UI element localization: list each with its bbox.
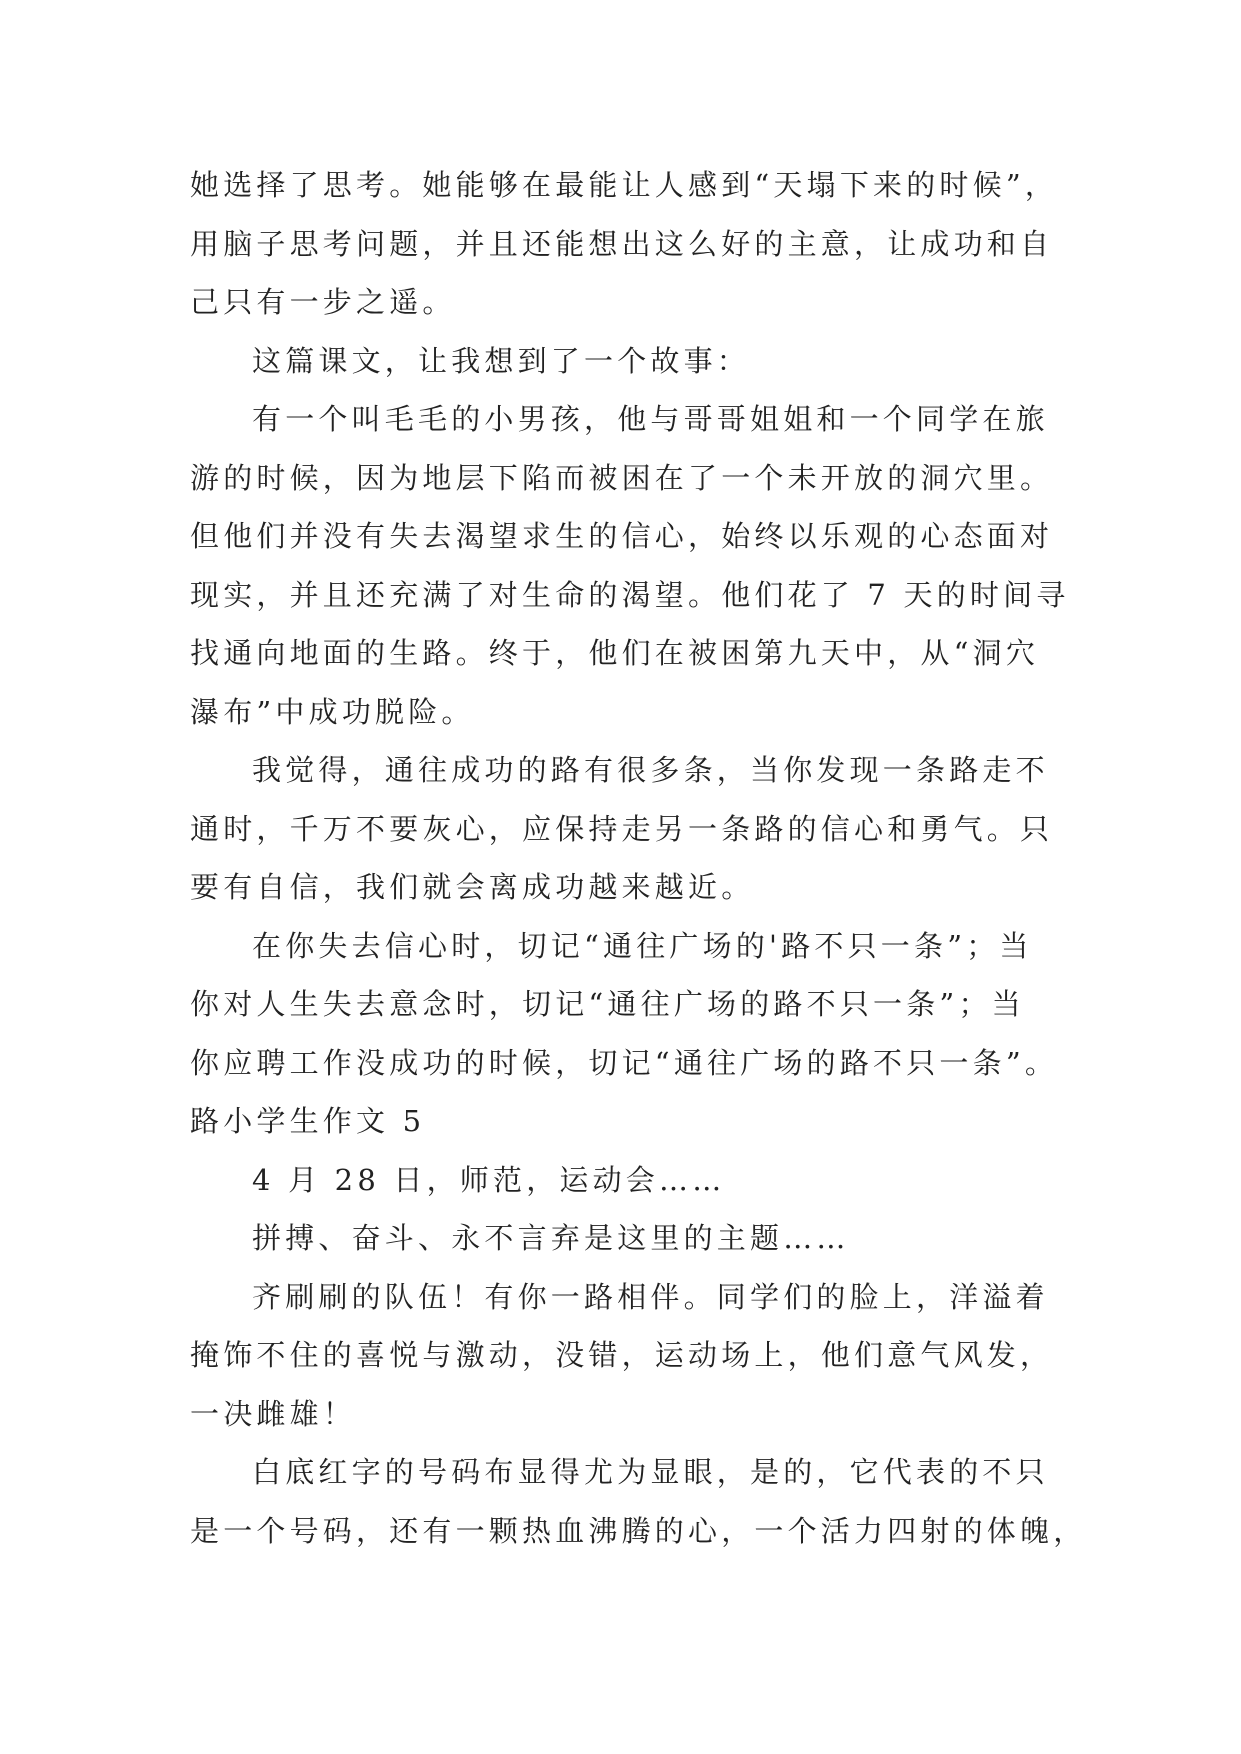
text-line: 这篇课文，让我想到了一个故事： — [252, 343, 751, 378]
text-line: 瀑布”中成功脱险。 — [190, 694, 475, 729]
text-line: 掩饰不住的喜悦与激动，没错，运动场上，他们意气风发， — [190, 1338, 1054, 1372]
text-line: 要有自信，我们就会离成功越来越近。 — [190, 870, 755, 904]
text-line: 是一个号码，还有一颗热血沸腾的心，一个活力四射的体魄， — [190, 1513, 1087, 1548]
text-line: 你对人生失去意念时，切记“通往广场的路不只一条”；当 — [190, 987, 1025, 1021]
text-line: 拼搏、奋斗、永不言弃是这里的主题…… — [252, 1221, 850, 1255]
text-line: 你应聘工作没成功的时候，切记“通往广场的路不只一条”。 — [190, 1045, 1059, 1080]
text-line: 找通向地面的生路。终于，他们在被困第九天中，从“洞穴 — [190, 636, 1040, 670]
text-line: 在你失去信心时，切记“通往广场的'路不只一条”；当 — [252, 928, 1033, 963]
section-heading: 路小学生作文 5 — [190, 1104, 426, 1138]
text-line: 我觉得，通往成功的路有很多条，当你发现一条路走不 — [252, 753, 1049, 787]
text-line: 她选择了思考。她能够在最能让人感到“天塌下来的时候”， — [190, 168, 1059, 202]
text-line: 4 月 28 日，师范，运动会…… — [252, 1162, 726, 1197]
text-line: 有一个叫毛毛的小男孩，他与哥哥姐姐和一个同学在旅 — [252, 402, 1049, 436]
essay-body — [190, 156, 1087, 1560]
text-line: 一决雌雄！ — [190, 1396, 357, 1431]
text-line: 齐刷刷的队伍！有你一路相伴。同学们的脸上，洋溢着 — [252, 1279, 1049, 1314]
text-line: 己只有一步之遥。 — [190, 285, 456, 319]
text-line: 通时，千万不要灰心，应保持走另一条路的信心和勇气。只 — [190, 811, 1054, 846]
text-line: 白底红字的号码布显得尤为显眼，是的，它代表的不只 — [252, 1455, 1049, 1489]
text-line: 但他们并没有失去渴望求生的信心，始终以乐观的心态面对 — [190, 519, 1054, 553]
text-line: 游的时候，因为地层下陷而被困在了一个未开放的洞穴里。 — [190, 460, 1054, 495]
text-line: 用脑子思考问题，并且还能想出这么好的主意，让成功和自 — [190, 226, 1054, 261]
text-line: 现实，并且还充满了对生命的渴望。他们花了 7 天的时间寻 — [190, 577, 1070, 612]
